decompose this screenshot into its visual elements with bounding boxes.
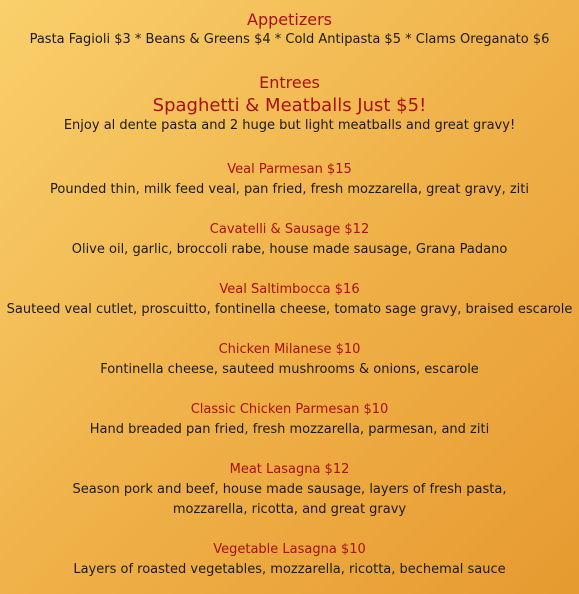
item-description: Layers of roasted vegetables, mozzarella, ricotta, bechemal sauce bbox=[73, 562, 506, 577]
item-description: Sauteed veal cutlet, proscuitto, fontinella cheese, tomato sage gravy, braised escarole bbox=[6, 302, 573, 317]
appetizers-list: Pasta Fagioli $3 * Beans & Greens $4 * Cold Antipasta $5 * Clams Oreganato $6 bbox=[29, 32, 550, 47]
item-name: Cavatelli & Sausage $12 bbox=[209, 222, 370, 237]
item-name: Vegetable Lasagna $10 bbox=[213, 542, 366, 557]
item-description: Season pork and beef, house made sausage, layers of fresh pasta, bbox=[72, 482, 507, 497]
entree-item bbox=[0, 340, 579, 380]
item-description: Fontinella cheese, sauteed mushrooms & onions, escarole bbox=[100, 362, 479, 377]
special-description: Enjoy al dente pasta and 2 huge but light meatballs and great gravy! bbox=[63, 118, 516, 133]
special-title: Spaghetti & Meatballs Just $5! bbox=[152, 95, 427, 116]
appetizers-section bbox=[0, 10, 579, 50]
entree-item bbox=[0, 280, 579, 320]
item-description: Pounded thin, milk feed veal, pan fried, fresh mozzarella, great gravy, ziti bbox=[50, 182, 529, 197]
entree-item bbox=[0, 460, 579, 520]
item-name: Veal Parmesan $15 bbox=[227, 162, 352, 177]
entrees-section bbox=[0, 73, 579, 136]
item-name: Chicken Milanese $10 bbox=[218, 342, 361, 357]
appetizers-title: Appetizers bbox=[247, 10, 332, 29]
item-description: Hand breaded pan fried, fresh mozzarella, parmesan, and ziti bbox=[89, 422, 490, 437]
entrees-title: Entrees bbox=[259, 73, 320, 92]
item-name: Veal Saltimbocca $16 bbox=[219, 282, 360, 297]
entree-item bbox=[0, 400, 579, 440]
item-name: Meat Lasagna $12 bbox=[229, 462, 350, 477]
item-description: Olive oil, garlic, broccoli rabe, house made sausage, Grana Padano bbox=[71, 242, 508, 257]
entree-item bbox=[0, 220, 579, 260]
item-name: Classic Chicken Parmesan $10 bbox=[190, 402, 389, 417]
entree-item bbox=[0, 160, 579, 200]
entree-item bbox=[0, 540, 579, 580]
item-description-continued: mozzarella, ricotta, and great gravy bbox=[172, 502, 407, 517]
